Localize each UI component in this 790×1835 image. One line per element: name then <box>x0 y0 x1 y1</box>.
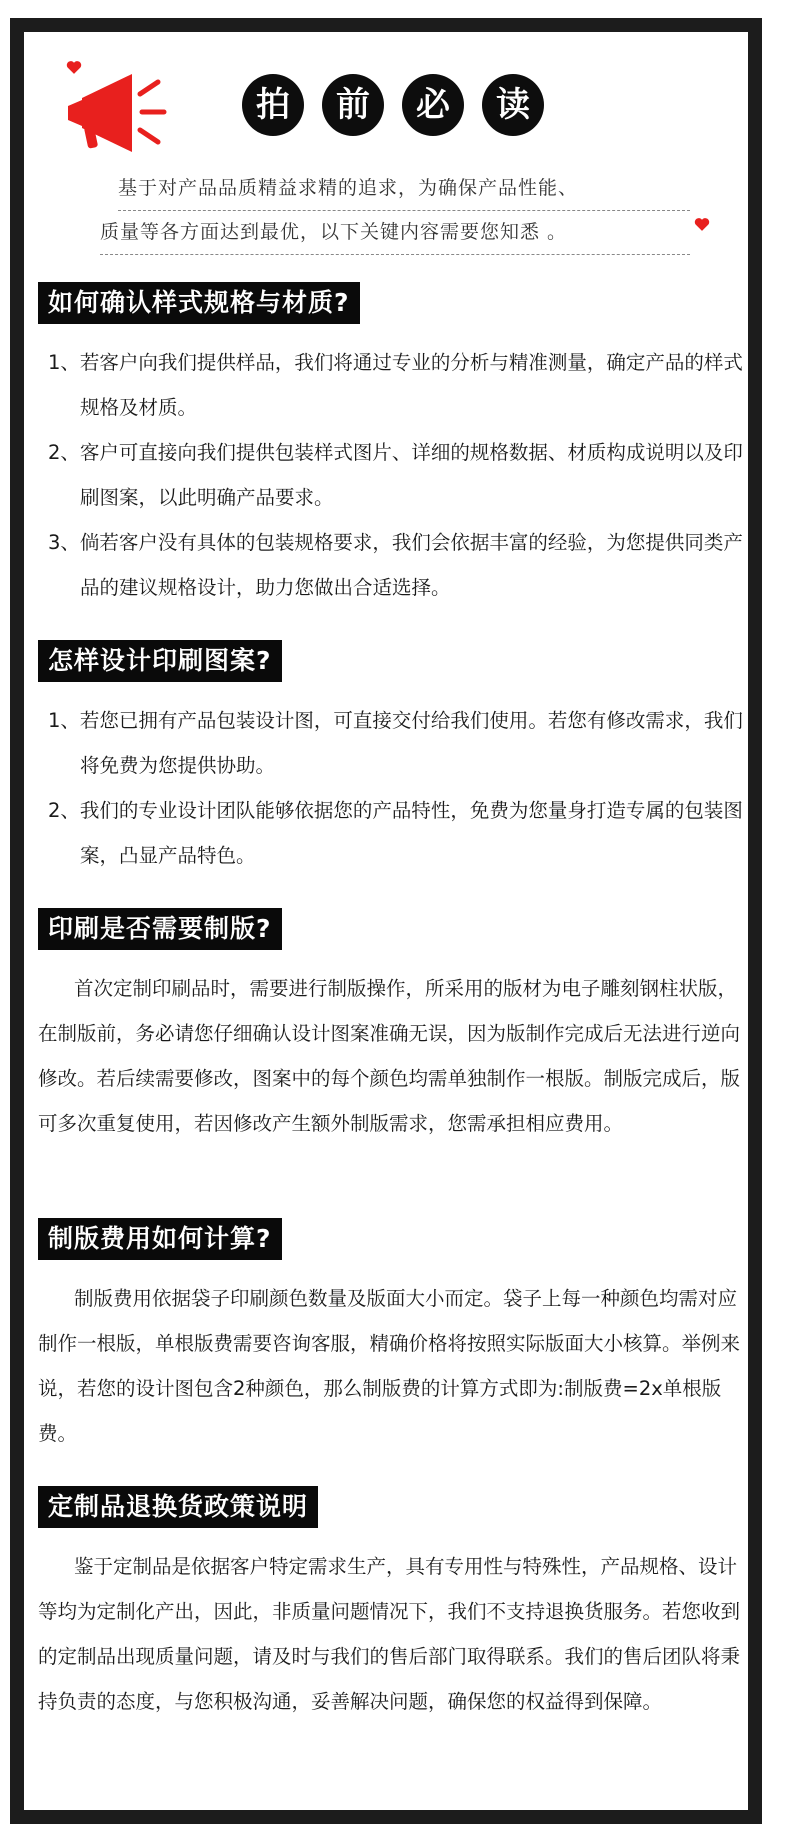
section-paragraph: 首次定制印刷品时，需要进行制版操作，所采用的版材为电子雕刻钢柱状版，在制版前，务必请您仔细确认设计图案准确无误，因为版制作完成后无法进行逆向修改。若后续需要修改，图案中的每个颜色均需单独制作一根版。制版完成后，版可多次重复使用，若因修改产生额外制版需求，您需承担相应费用。 <box>38 977 741 1135</box>
section-body <box>38 698 748 878</box>
section-return-policy <box>38 1486 748 1724</box>
list-item: 1、若您已拥有产品包装设计图，可直接交付给我们使用。若您有修改需求，我们将免费为您提供协助。 <box>48 709 743 777</box>
section-title: 定制品退换货政策说明 <box>38 1486 318 1528</box>
section-title: 制版费用如何计算? <box>38 1218 282 1260</box>
section-design-pattern <box>38 640 748 878</box>
list-item: 3、倘若客户没有具体的包装规格要求，我们会依据丰富的经验，为您提供同类产品的建议规格设计，助力您做出合适选择。 <box>48 531 743 599</box>
section-confirm-spec <box>38 282 748 610</box>
heart-icon <box>694 217 710 232</box>
intro-line: 基于对产品品质精益求精的追求，为确保产品性能、 <box>118 173 690 211</box>
section-paragraph: 制版费用依据袋子印刷颜色数量及版面大小而定。袋子上每一种颜色均需对应制作一根版，单根版费需要咨询客服，精确价格将按照实际版面大小核算。举例来说，若您的设计图包含2种颜色，那么制版费的计算方式即为:制版费=2x单根版费。 <box>38 1287 741 1445</box>
section-title: 如何确认样式规格与材质? <box>38 282 360 324</box>
section-title: 怎样设计印刷图案? <box>38 640 282 682</box>
page-title <box>242 74 544 136</box>
section-plate-fee <box>38 1218 748 1456</box>
section-title: 印刷是否需要制版? <box>38 908 282 950</box>
title-char: 拍 <box>242 74 304 136</box>
title-char: 读 <box>482 74 544 136</box>
intro-line: 质量等各方面达到最优，以下关键内容需要您知悉 。 <box>100 217 690 255</box>
title-char: 前 <box>322 74 384 136</box>
list-item: 2、我们的专业设计团队能够依据您的产品特性，免费为您量身打造专属的包装图案，凸显产品特色。 <box>48 799 743 867</box>
section-paragraph: 鉴于定制品是依据客户特定需求生产，具有专用性与特殊性，产品规格、设计等均为定制化产出，因此，非质量问题情况下，我们不支持退换货服务。若您收到的定制品出现质量问题，请及时与我们的售后部门取得联系。我们的售后团队将秉持负责的态度，与您积极沟通，妥善解决问题，确保您的权益得到保障。 <box>38 1555 741 1713</box>
section-plate-making <box>38 908 748 1146</box>
heart-icon <box>66 60 82 75</box>
megaphone-icon <box>60 60 170 160</box>
title-char: 必 <box>402 74 464 136</box>
list-item: 2、客户可直接向我们提供包装样式图片、详细的规格数据、材质构成说明以及印刷图案，以此明确产品要求。 <box>48 441 743 509</box>
section-body <box>38 340 748 610</box>
list-item: 1、若客户向我们提供样品，我们将通过专业的分析与精准测量，确定产品的样式规格及材质。 <box>48 351 743 419</box>
